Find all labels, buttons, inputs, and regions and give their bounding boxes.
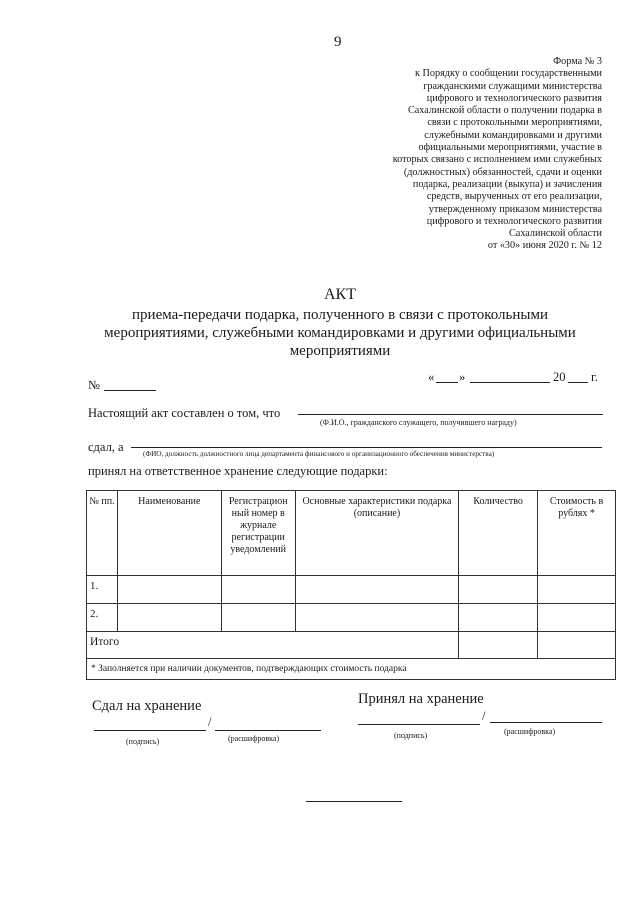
form-header-line: связи с протокольными мероприятиями, xyxy=(427,117,602,129)
act-number-field[interactable] xyxy=(104,390,156,391)
quantity-cell[interactable] xyxy=(459,604,538,632)
handed-hint: (ФИО, должность должностного лица департамента финансового и организационного обеспечения министерства) xyxy=(143,450,495,458)
total-label: Итого xyxy=(87,632,459,659)
accepted-slash: / xyxy=(482,709,486,723)
name-cell[interactable] xyxy=(117,576,221,604)
cost-cell[interactable] xyxy=(538,576,616,604)
form-header-line: Сахалинской области xyxy=(509,228,602,240)
table-footnote: * Заполняется при наличии документов, подтверждающих стоимость подарка xyxy=(87,659,616,680)
accepted-decode-hint: (расшифровка) xyxy=(504,727,556,736)
handed-decode-hint: (расшифровка) xyxy=(228,734,280,743)
total-cost-cell[interactable] xyxy=(538,632,616,659)
bottom-divider xyxy=(306,801,402,802)
header-cell-name: Наименование xyxy=(117,491,221,576)
handed-slash: / xyxy=(208,715,212,729)
composed-hint: (Ф.И.О., гражданского служащего, получившего награду) xyxy=(320,418,517,427)
accepted-sign-hint: (подпись) xyxy=(394,731,428,740)
accepted-decode-field[interactable] xyxy=(490,722,602,723)
date-year-suffix: г. xyxy=(591,370,598,384)
header-cell-quantity: Количество xyxy=(459,491,538,576)
header-cell-number: № пп. xyxy=(87,491,118,576)
form-header-line: (должностных) обязанностей, сдачи и оценки xyxy=(403,166,602,178)
accepted-signature-field[interactable] xyxy=(358,724,480,725)
form-header xyxy=(372,56,602,253)
header-cell-description: Основные характеристики подарка (описание) xyxy=(295,491,459,576)
act-number-label: № xyxy=(88,378,100,392)
form-header-line: служебными командировками и другими xyxy=(424,129,602,141)
form-header-line: средств, вырученных от его реализации, xyxy=(426,191,602,203)
description-cell[interactable] xyxy=(295,576,459,604)
page-number: 9 xyxy=(334,34,342,50)
table-header-row xyxy=(87,491,616,576)
date-day-field[interactable] xyxy=(436,382,458,383)
reg-number-cell[interactable] xyxy=(221,576,295,604)
form-header-line: цифрового и технологического развития xyxy=(426,215,602,227)
title-line: приема-передачи подарка, полученного в связи с протокольными xyxy=(132,307,548,323)
header-cell-cost: Стоимость в рублях * xyxy=(538,491,616,576)
date-close-quote: » xyxy=(459,370,466,384)
total-quantity-cell[interactable] xyxy=(459,632,538,659)
form-header-line: к Порядку о сообщении государственными xyxy=(415,68,602,80)
date-month-field[interactable] xyxy=(470,382,550,383)
handed-name-field[interactable] xyxy=(131,447,602,448)
row-number: 2. xyxy=(87,604,118,632)
form-header-line: подарка, реализации (выкупа) и зачисления xyxy=(412,178,602,190)
row-number: 1. xyxy=(87,576,118,604)
total-row xyxy=(87,632,616,659)
quantity-cell[interactable] xyxy=(459,576,538,604)
composed-label: Настоящий акт составлен о том, что xyxy=(88,406,281,420)
form-header-line: Форма № 3 xyxy=(553,56,602,67)
form-header-line: которых связано с исполнением ими служебных xyxy=(392,154,602,166)
handed-storage-title: Сдал на хранение xyxy=(92,698,202,714)
form-header-line: цифрового и технологического развития xyxy=(426,92,602,104)
composed-name-field[interactable] xyxy=(298,414,603,415)
title-line: мероприятиями xyxy=(289,343,391,359)
reg-number-cell[interactable] xyxy=(221,604,295,632)
table-row xyxy=(87,604,616,632)
table-row xyxy=(87,576,616,604)
title-line: мероприятиями, служебными командировками и другими официальными xyxy=(104,325,576,341)
header-cell-reg-number: Регистрацион ный номер в журнале регистрации уведомлений xyxy=(221,491,295,576)
form-header-line: от «30» июня 2020 г. № 12 xyxy=(487,240,602,252)
handed-sign-hint: (подпись) xyxy=(126,737,160,746)
accepted-text: принял на ответственное хранение следующие подарки: xyxy=(88,464,388,478)
date-year-field[interactable] xyxy=(568,382,588,383)
title-heading: АКТ xyxy=(324,286,356,303)
form-header-line: официальными мероприятиями, участие в xyxy=(418,142,602,154)
document-title xyxy=(80,286,600,360)
form-header-line: Сахалинской области о получении подарка в xyxy=(407,105,602,117)
date-open-quote: « xyxy=(428,370,435,384)
handed-signature-field[interactable] xyxy=(94,730,206,731)
cost-cell[interactable] xyxy=(538,604,616,632)
gifts-table xyxy=(86,490,616,680)
form-header-line: утвержденному приказом министерства xyxy=(428,203,602,215)
date-year-prefix: 20 xyxy=(553,370,566,384)
handed-decode-field[interactable] xyxy=(215,730,321,731)
form-header-line: гражданскими служащими министерства xyxy=(423,80,602,92)
handed-label: сдал, а xyxy=(88,440,124,454)
accepted-storage-title: Принял на хранение xyxy=(358,691,484,707)
description-cell[interactable] xyxy=(295,604,459,632)
footnote-row xyxy=(87,659,616,680)
name-cell[interactable] xyxy=(117,604,221,632)
